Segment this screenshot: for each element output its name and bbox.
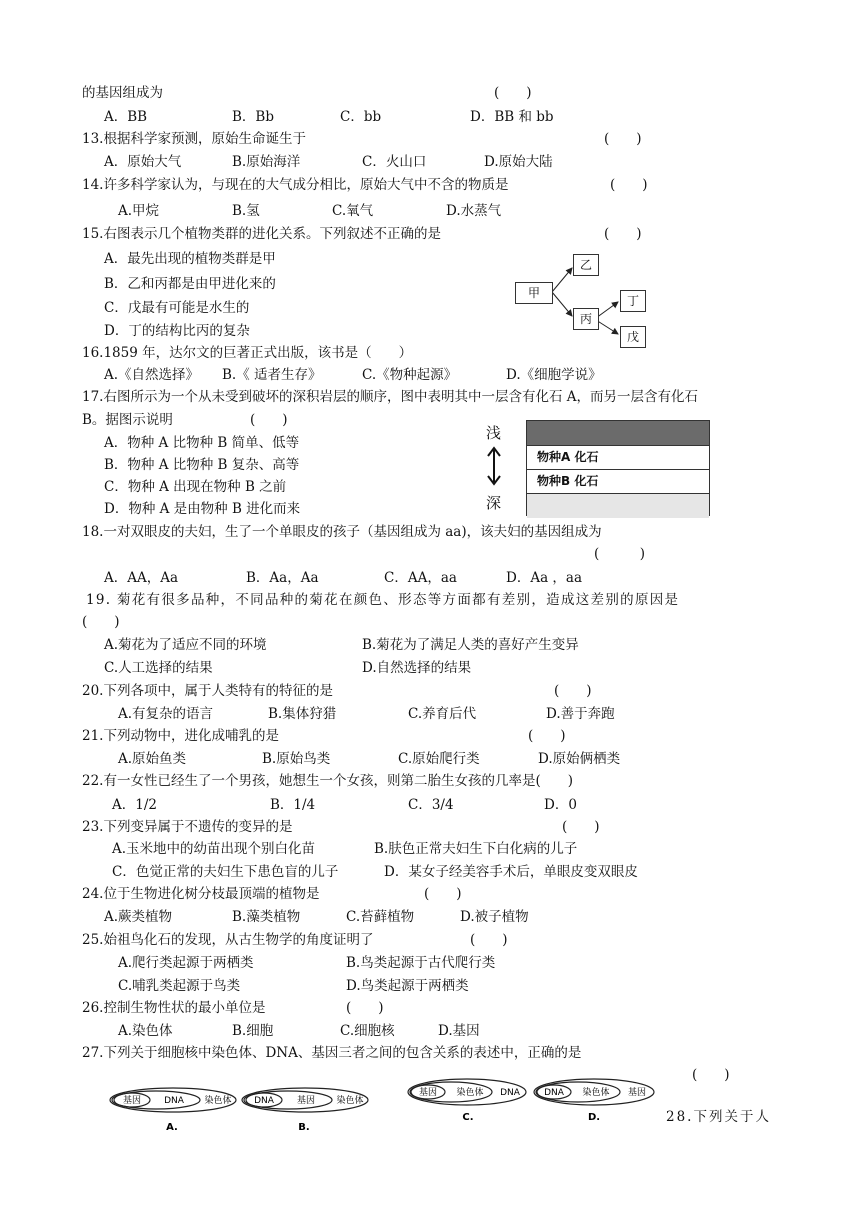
q16-stem: 16.1859 年，达尔文的巨著正式出版，该书是（ ）: [82, 345, 413, 361]
diagram-a-letter: A.: [166, 1122, 178, 1133]
q19-option-c: C.人工选择的结果: [104, 660, 213, 676]
node-wu: 戊: [620, 326, 646, 348]
q21-option-b: B.原始鸟类: [262, 751, 331, 767]
q14-option-d: D.水蒸气: [446, 203, 502, 219]
q18-option-c: C．AA，aa: [384, 570, 457, 586]
q20-option-b: B.集体狩猎: [268, 706, 337, 722]
q22-option-a: A．1/2: [112, 797, 157, 813]
q16-option-d: D.《细胞学说》: [506, 367, 602, 383]
q23-answer-paren: ( ): [562, 819, 600, 835]
double-arrow-icon: [486, 446, 502, 486]
q26-option-c: C.细胞核: [340, 1023, 395, 1039]
q17-answer-paren: ( ): [250, 412, 288, 428]
q25-option-c: C.哺乳类起源于鸟类: [118, 978, 241, 994]
q27-answer-paren: ( ): [692, 1067, 730, 1083]
q23-stem: 23.下列变异属于不遗传的变异的是: [82, 819, 293, 835]
node-bing: 丙: [573, 308, 599, 330]
q19-option-b: B.菊花为了满足人类的喜好产生变异: [362, 637, 579, 653]
q14-option-b: B.氢: [232, 203, 260, 219]
q12-stem: 的基因组成为: [82, 85, 163, 101]
q25-option-a: A.爬行类起源于两栖类: [118, 955, 254, 971]
q19-option-d: D.自然选择的结果: [362, 660, 472, 676]
q13-option-d: D.原始大陆: [484, 154, 553, 170]
q25-stem: 25.始祖鸟化石的发现，从古生物学的角度证明了: [82, 932, 374, 948]
q23-option-b: B.肤色正常夫妇生下白化病的儿子: [374, 841, 578, 857]
q25-option-d: D.鸟类起源于两栖类: [346, 978, 469, 994]
q14-stem: 14.许多科学家认为，与现在的大气成分相比，原始大气中不含的物质是: [82, 177, 509, 193]
q15-option-a: A．最先出现的植物类群是甲: [104, 251, 276, 267]
nesting-diagram-d: [532, 1076, 656, 1124]
q12-option-b: B．Bb: [232, 109, 274, 125]
q24-option-b: B.藻类植物: [232, 909, 301, 925]
q17-option-d: D．物种 A 是由物种 B 进化而来: [104, 501, 301, 517]
q26-stem: 26.控制生物性状的最小单位是: [82, 1000, 266, 1016]
q15-option-b: B．乙和丙都是由甲进化来的: [104, 276, 276, 292]
q14-option-c: C.氧气: [332, 203, 374, 219]
q18-answer-paren: ( ): [594, 546, 646, 562]
nesting-diagram-b: [240, 1086, 370, 1134]
q23-option-a: A.玉米地中的幼苗出现个别白化苗: [112, 841, 316, 857]
top-layer: [527, 421, 709, 446]
diagram-d-letter: D.: [587, 1112, 601, 1123]
q26-option-b: B.细胞: [232, 1023, 274, 1039]
q13-option-c: C．火山口: [362, 154, 427, 170]
q15-answer-paren: ( ): [604, 226, 642, 242]
q24-option-d: D.被子植物: [460, 909, 529, 925]
shallow-label: 浅: [486, 424, 502, 442]
node-jia: 甲: [515, 282, 553, 304]
node-ding: 丁: [620, 290, 646, 312]
diagram-d-outer: 基因: [627, 1088, 647, 1098]
q26-answer-paren: ( ): [346, 1000, 384, 1016]
q24-stem: 24.位于生物进化树分枝最顶端的植物是: [82, 886, 320, 902]
diagram-a-inner: 基因: [122, 1096, 142, 1106]
diagram-b-outer: 染色体: [336, 1096, 364, 1106]
q24-option-a: A.蕨类植物: [104, 909, 173, 925]
q21-stem: 21.下列动物中，进化成哺乳的是: [82, 728, 279, 744]
q17-option-a: A．物种 A 比物种 B 简单、低等: [104, 435, 300, 451]
q14-option-a: A.甲烷: [118, 203, 160, 219]
diagram-c-letter: C.: [462, 1112, 474, 1123]
q24-option-c: C.苔藓植物: [346, 909, 415, 925]
q20-option-a: A.有复杂的语言: [118, 706, 214, 722]
diagram-d-inner: DNA: [544, 1088, 564, 1098]
q13-stem: 13.根据科学家预测，原始生命诞生于: [82, 131, 306, 147]
q22-option-b: B．1/4: [270, 797, 316, 813]
q15-stem: 15.右图表示几个植物类群的进化关系。下列叙述不正确的是: [82, 226, 441, 242]
q20-option-c: C.养育后代: [408, 706, 477, 722]
q17-option-c: C．物种 A 出现在物种 B 之前: [104, 479, 287, 495]
q23-option-d: D．某女子经美容手术后，单眼皮变双眼皮: [384, 864, 638, 880]
nesting-diagram-c: [406, 1076, 528, 1124]
q23-option-c: C．色觉正常的夫妇生下患色盲的儿子: [112, 864, 339, 880]
q15-option-d: D．丁的结构比丙的复杂: [104, 323, 250, 339]
q13-option-b: B.原始海洋: [232, 154, 301, 170]
diagram-a-middle: DNA: [164, 1096, 184, 1106]
q16-option-a: A.《自然选择》: [104, 367, 200, 383]
q12-option-a: A．BB: [104, 109, 148, 125]
q27-stem: 27.下列关于细胞核中染色体、DNA、基因三者之间的包含关系的表述中，正确的是: [82, 1045, 582, 1061]
q25-option-b: B.鸟类起源于古代爬行类: [346, 955, 496, 971]
q19-answer-paren: ( ): [82, 614, 120, 630]
diagram-b-inner: DNA: [254, 1096, 274, 1106]
node-yi: 乙: [573, 254, 599, 276]
q16-option-b: B.《 适者生存》: [222, 367, 322, 383]
diagram-d-middle: 染色体: [582, 1088, 610, 1098]
q20-answer-paren: ( ): [554, 683, 592, 699]
q22-option-d: D．0: [544, 797, 577, 813]
rock-strata-diagram: [526, 420, 710, 516]
q16-option-c: C.《物种起源》: [362, 367, 458, 383]
q20-option-d: D.善于奔跑: [546, 706, 615, 722]
q17-stem-line1: 17.右图所示为一个从未受到破坏的深积岩层的顺序，图中表明其中一层含有化石 A，而另一层含有化石: [82, 389, 699, 405]
q18-option-d: D．Aa ，aa: [506, 570, 583, 586]
q18-option-b: B．Aa，Aa: [246, 570, 319, 586]
diagram-b-middle: 基因: [296, 1096, 316, 1106]
q26-option-d: D.基因: [438, 1023, 480, 1039]
bottom-layer: [527, 494, 709, 518]
q21-option-c: C.原始爬行类: [398, 751, 480, 767]
diagram-a-outer: 染色体: [204, 1096, 232, 1106]
diagram-c-inner: 基因: [418, 1088, 438, 1098]
q17-option-b: B．物种 A 比物种 B 复杂、高等: [104, 457, 300, 473]
q12-option-d: D．BB 和 bb: [470, 109, 554, 125]
q17-stem-line2: B。据图示说明: [82, 412, 173, 428]
deep-label: 深: [486, 494, 502, 512]
q24-answer-paren: ( ): [424, 886, 462, 902]
layer-species-a: 物种A 化石: [527, 446, 709, 470]
q21-option-a: A.原始鱼类: [118, 751, 187, 767]
q25-answer-paren: ( ): [470, 932, 508, 948]
diagram-c-middle: 染色体: [456, 1088, 484, 1098]
q21-answer-paren: ( ): [528, 728, 566, 744]
q21-option-d: D.原始俩栖类: [538, 751, 621, 767]
diagram-b-letter: B.: [298, 1122, 310, 1133]
q20-stem: 20.下列各项中，属于人类特有的特征的是: [82, 683, 333, 699]
q22-stem: 22.有一女性已经生了一个男孩，她想生一个女孩，则第二胎生女孩的几率是( ): [82, 773, 574, 789]
q26-option-a: A.染色体: [118, 1023, 173, 1039]
layer-species-b: 物种B 化石: [527, 470, 709, 494]
q15-option-c: C．戊最有可能是水生的: [104, 300, 250, 316]
q18-stem: 18.一对双眼皮的夫妇，生了一个单眼皮的孩子（基因组成为 aa)，该夫妇的基因组成为: [82, 524, 602, 540]
q14-answer-paren: ( ): [610, 177, 648, 193]
nesting-diagram-a: [108, 1086, 238, 1134]
q18-option-a: A．AA，Aa: [104, 570, 179, 586]
q19-stem: 19. 菊花有很多品种，不同品种的菊花在颜色、形态等方面都有差别，造成这差别的原因是: [86, 592, 680, 608]
q12-answer-paren: ( ): [494, 85, 532, 101]
q12-option-c: C．bb: [340, 109, 382, 125]
q19-option-a: A.菊花为了适应不同的环境: [104, 637, 267, 653]
q13-answer-paren: ( ): [604, 131, 642, 147]
diagram-c-outer: DNA: [500, 1088, 520, 1098]
q13-option-a: A．原始大气: [104, 154, 182, 170]
q28-stem: 28.下列关于人: [666, 1109, 771, 1125]
q22-option-c: C．3/4: [408, 797, 454, 813]
